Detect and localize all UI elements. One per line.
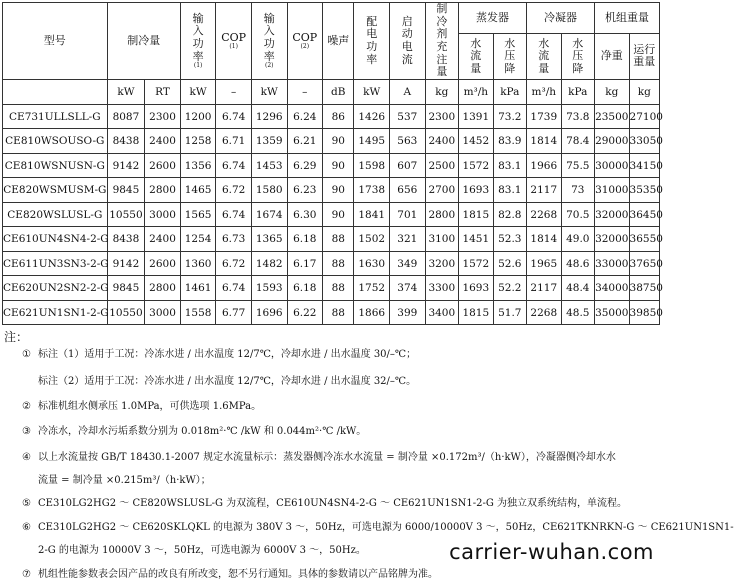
value-cell: 6.71 <box>216 129 252 154</box>
value-cell: 1482 <box>251 251 287 276</box>
value-cell: 1465 <box>180 178 216 203</box>
unit-cell: A <box>390 79 426 104</box>
value-cell: 1752 <box>354 276 390 301</box>
value-cell: 2300 <box>145 104 181 129</box>
value-cell: 6.74 <box>216 104 252 129</box>
note-text: CE310LG2HG2 ～ CE820WSLUSL-G 为双流程，CE610UN4SN4-2-G ～ CE621UN1SN1-2-G 为独立双系统结构，单流程。 <box>38 498 628 509</box>
header-operating-weight: 运行重量 <box>629 34 659 80</box>
value-cell: 1738 <box>354 178 390 203</box>
value-cell: 701 <box>390 202 426 227</box>
header-noise: 噪声 <box>323 3 354 80</box>
unit-cell: kPa <box>493 79 526 104</box>
note-item <box>22 375 416 388</box>
value-cell: 3000 <box>145 300 181 325</box>
value-cell: 73.2 <box>493 104 526 129</box>
unit-cell: m³/h <box>459 79 494 104</box>
value-cell: 537 <box>390 104 426 129</box>
value-cell: 6.73 <box>216 227 252 252</box>
table-row <box>3 202 660 227</box>
value-cell: 1966 <box>527 153 562 178</box>
value-cell: 1674 <box>251 202 287 227</box>
note-number: ⑤ <box>22 498 31 509</box>
header-net-weight: 净重 <box>595 34 630 80</box>
value-cell: 1451 <box>459 227 494 252</box>
value-cell: 563 <box>390 129 426 154</box>
unit-cell: – <box>216 79 252 104</box>
value-cell: 1360 <box>180 251 216 276</box>
header-cop-2: COP (2) <box>287 3 323 80</box>
value-cell: 33050 <box>629 129 659 154</box>
header-cond-pressure-drop: 水压降 <box>561 34 594 80</box>
value-cell: 75.5 <box>561 153 594 178</box>
note-item <box>22 474 211 487</box>
value-cell: 88 <box>323 251 354 276</box>
value-cell: 52.3 <box>493 227 526 252</box>
table-row <box>3 104 660 129</box>
value-cell: 2400 <box>145 129 181 154</box>
header-unit-weight: 机组重量 <box>595 3 660 34</box>
value-cell: 30000 <box>595 153 630 178</box>
value-cell: 35350 <box>629 178 659 203</box>
value-cell: 6.29 <box>287 153 323 178</box>
value-cell: 88 <box>323 276 354 301</box>
value-cell: 38750 <box>629 276 659 301</box>
model-cell: CE810WSNUSN-G <box>3 153 108 178</box>
value-cell: 10550 <box>107 202 145 227</box>
note-text: 冷冻水，冷却水污垢系数分别为 0.018m²·℃ /kW 和 0.044m²·℃ /kW。 <box>38 426 367 437</box>
value-cell: 88 <box>323 227 354 252</box>
value-cell: 6.72 <box>216 178 252 203</box>
value-cell: 6.23 <box>287 178 323 203</box>
value-cell: 1866 <box>354 300 390 325</box>
value-cell: 6.18 <box>287 276 323 301</box>
value-cell: 8438 <box>107 227 145 252</box>
value-cell: 82.8 <box>493 202 526 227</box>
value-cell: 32000 <box>595 202 630 227</box>
value-cell: 3400 <box>425 300 458 325</box>
model-cell: CE731ULLSLL-G <box>3 104 108 129</box>
table-row <box>3 129 660 154</box>
value-cell: 31000 <box>595 178 630 203</box>
model-cell: CE820WSMUSM-G <box>3 178 108 203</box>
value-cell: 6.77 <box>216 300 252 325</box>
value-cell: 1356 <box>180 153 216 178</box>
value-cell: 1495 <box>354 129 390 154</box>
value-cell: 2600 <box>145 153 181 178</box>
notes-heading: 注： <box>4 330 29 344</box>
header-refrigerant-charge: 制冷剂充注量 <box>425 3 458 80</box>
value-cell: 1558 <box>180 300 216 325</box>
value-cell: 1696 <box>251 300 287 325</box>
unit-cell: kg <box>629 79 659 104</box>
value-cell: 6.22 <box>287 300 323 325</box>
value-cell: 34150 <box>629 153 659 178</box>
note-text: CE310LG2HG2 ～ CE620SKLQKL 的电源为 380V 3 ～，50Hz，可选电源为 6000/10000V 3 ～，50Hz，CE621TKNRKN-G ～ CE621UN1SN1- <box>38 522 734 533</box>
value-cell: 27100 <box>629 104 659 129</box>
value-cell: 78.4 <box>561 129 594 154</box>
value-cell: 34000 <box>595 276 630 301</box>
value-cell: 8438 <box>107 129 145 154</box>
value-cell: 9142 <box>107 153 145 178</box>
header-evap-water-flow: 水流量 <box>459 34 494 80</box>
table-row <box>3 300 660 325</box>
value-cell: 3300 <box>425 276 458 301</box>
note-number: ② <box>22 401 31 412</box>
table-row <box>3 153 660 178</box>
value-cell: 83.1 <box>493 153 526 178</box>
value-cell: 1258 <box>180 129 216 154</box>
value-cell: 1453 <box>251 153 287 178</box>
value-cell: 2700 <box>425 178 458 203</box>
value-cell: 83.1 <box>493 178 526 203</box>
value-cell: 9142 <box>107 251 145 276</box>
note-text: 2-G 的电源为 10000V 3 ～，50Hz，可选电源为 6000V 3 ～，50Hz。 <box>38 545 366 556</box>
value-cell: 37650 <box>629 251 659 276</box>
value-cell: 1814 <box>527 227 562 252</box>
value-cell: 1580 <box>251 178 287 203</box>
value-cell: 2800 <box>425 202 458 227</box>
header-input-power-1: 输入功率 (1) <box>180 3 216 80</box>
value-cell: 2117 <box>527 178 562 203</box>
value-cell: 2800 <box>145 178 181 203</box>
value-cell: 1815 <box>459 202 494 227</box>
value-cell: 9845 <box>107 178 145 203</box>
header-condenser: 冷凝器 <box>527 3 595 34</box>
unit-cell: kg <box>595 79 630 104</box>
value-cell: 6.21 <box>287 129 323 154</box>
value-cell: 656 <box>390 178 426 203</box>
value-cell: 1200 <box>180 104 216 129</box>
value-cell: 1593 <box>251 276 287 301</box>
value-cell: 1391 <box>459 104 494 129</box>
value-cell: 1815 <box>459 300 494 325</box>
value-cell: 399 <box>390 300 426 325</box>
note-number: ③ <box>22 426 31 437</box>
value-cell: 2268 <box>527 202 562 227</box>
value-cell: 23500 <box>595 104 630 129</box>
note-item <box>22 451 616 464</box>
value-cell: 90 <box>323 178 354 203</box>
unit-cell: m³/h <box>527 79 562 104</box>
value-cell: 8087 <box>107 104 145 129</box>
value-cell: 73 <box>561 178 594 203</box>
value-cell: 607 <box>390 153 426 178</box>
value-cell: 1254 <box>180 227 216 252</box>
value-cell: 1452 <box>459 129 494 154</box>
unit-cell: dB <box>323 79 354 104</box>
value-cell: 10550 <box>107 300 145 325</box>
value-cell: 33000 <box>595 251 630 276</box>
header-evap-pressure-drop: 水压降 <box>493 34 526 80</box>
value-cell: 48.5 <box>561 300 594 325</box>
note-number: ⑦ <box>22 569 31 580</box>
value-cell: 1572 <box>459 153 494 178</box>
watermark: carrier-wuhan.com <box>446 540 657 564</box>
note-number: ① <box>22 349 31 360</box>
value-cell: 48.4 <box>561 276 594 301</box>
value-cell: 6.24 <box>287 104 323 129</box>
unit-cell-empty <box>3 79 108 104</box>
table-row <box>3 227 660 252</box>
value-cell: 35000 <box>595 300 630 325</box>
note-item <box>22 400 261 413</box>
model-cell: CE620UN2SN2-2-G <box>3 276 108 301</box>
value-cell: 3100 <box>425 227 458 252</box>
model-cell: CE810WSOUSO-G <box>3 129 108 154</box>
value-cell: 1461 <box>180 276 216 301</box>
value-cell: 1598 <box>354 153 390 178</box>
model-cell: CE611UN3SN3-2-G <box>3 251 108 276</box>
note-item <box>22 568 438 581</box>
value-cell: 83.9 <box>493 129 526 154</box>
value-cell: 86 <box>323 104 354 129</box>
value-cell: 1630 <box>354 251 390 276</box>
value-cell: 1502 <box>354 227 390 252</box>
value-cell: 36550 <box>629 227 659 252</box>
model-cell: CE820WSLUSL-G <box>3 202 108 227</box>
value-cell: 36450 <box>629 202 659 227</box>
value-cell: 52.2 <box>493 276 526 301</box>
value-cell: 1426 <box>354 104 390 129</box>
value-cell: 2117 <box>527 276 562 301</box>
value-cell: 374 <box>390 276 426 301</box>
value-cell: 88 <box>323 300 354 325</box>
value-cell: 2268 <box>527 300 562 325</box>
value-cell: 6.74 <box>216 276 252 301</box>
note-item <box>22 425 366 438</box>
value-cell: 73.8 <box>561 104 594 129</box>
note-item <box>22 497 627 510</box>
header-start-current: 启动电流 <box>390 3 426 80</box>
unit-cell: RT <box>145 79 181 104</box>
value-cell: 51.7 <box>493 300 526 325</box>
model-cell: CE610UN4SN4-2-G <box>3 227 108 252</box>
table-row <box>3 178 660 203</box>
value-cell: 1814 <box>527 129 562 154</box>
note-text: 机组性能参数表会因产品的改良有所改变，恕不另行通知。具体的参数请以产品铭牌为准。 <box>38 569 438 580</box>
value-cell: 9845 <box>107 276 145 301</box>
note-item <box>22 348 416 361</box>
unit-cell: kPa <box>561 79 594 104</box>
header-row-1 <box>3 3 660 34</box>
table-row <box>3 251 660 276</box>
note-item <box>22 521 734 534</box>
header-model: 型号 <box>3 3 108 80</box>
table-row <box>3 276 660 301</box>
value-cell: 90 <box>323 129 354 154</box>
header-cop-1: COP (1) <box>216 3 252 80</box>
value-cell: 32000 <box>595 227 630 252</box>
data-body <box>3 104 663 325</box>
value-cell: 1841 <box>354 202 390 227</box>
unit-cell: kW <box>107 79 145 104</box>
unit-cell: kg <box>425 79 458 104</box>
value-cell: 1359 <box>251 129 287 154</box>
value-cell: 1693 <box>459 276 494 301</box>
value-cell: 1693 <box>459 178 494 203</box>
header-evaporator: 蒸发器 <box>459 3 527 34</box>
note-text: 标注（2）适用于工况：冷冻水进 / 出水温度 12/7℃，冷却水进 / 出水温度 32/–℃。 <box>38 376 417 387</box>
unit-cell: kW <box>180 79 216 104</box>
unit-cell: kW <box>251 79 287 104</box>
units-row <box>3 79 660 104</box>
spec-table <box>2 2 663 325</box>
value-cell: 6.72 <box>216 251 252 276</box>
model-cell: CE621UN1SN1-2-G <box>3 300 108 325</box>
note-item <box>22 544 366 557</box>
value-cell: 49.0 <box>561 227 594 252</box>
header-elec-power: 配电功率 <box>354 3 390 80</box>
value-cell: 321 <box>390 227 426 252</box>
value-cell: 6.74 <box>216 202 252 227</box>
note-number: ④ <box>22 452 31 463</box>
value-cell: 29000 <box>595 129 630 154</box>
note-text: 标注（1）适用于工况：冷冻水进 / 出水温度 12/7℃，冷却水进 / 出水温度 30/–℃； <box>38 349 417 360</box>
value-cell: 52.6 <box>493 251 526 276</box>
value-cell: 1739 <box>527 104 562 129</box>
note-text: 标准机组水侧承压 1.0MPa，可供选项 1.6MPa。 <box>38 401 262 412</box>
header-cond-water-flow: 水流量 <box>527 34 562 80</box>
header-input-power-2: 输入功率 (2) <box>251 3 287 80</box>
value-cell: 6.74 <box>216 153 252 178</box>
value-cell: 349 <box>390 251 426 276</box>
value-cell: 6.30 <box>287 202 323 227</box>
value-cell: 2800 <box>145 276 181 301</box>
unit-cell: kW <box>354 79 390 104</box>
value-cell: 3000 <box>145 202 181 227</box>
value-cell: 1296 <box>251 104 287 129</box>
note-text: 以上水流量按 GB/T 18430.1-2007 规定水流量标示：蒸发器侧冷冻水水流量 = 制冷量 ×0.172m³/（h·kW），冷凝器侧冷却水水 <box>38 452 616 463</box>
value-cell: 6.18 <box>287 227 323 252</box>
value-cell: 1572 <box>459 251 494 276</box>
value-cell: 1365 <box>251 227 287 252</box>
value-cell: 1565 <box>180 202 216 227</box>
header-capacity: 制冷量 <box>107 3 180 80</box>
value-cell: 2600 <box>145 251 181 276</box>
note-number: ⑥ <box>22 522 31 533</box>
value-cell: 90 <box>323 202 354 227</box>
value-cell: 3200 <box>425 251 458 276</box>
value-cell: 90 <box>323 153 354 178</box>
value-cell: 39850 <box>629 300 659 325</box>
value-cell: 70.5 <box>561 202 594 227</box>
value-cell: 2400 <box>425 129 458 154</box>
value-cell: 2300 <box>425 104 458 129</box>
value-cell: 2500 <box>425 153 458 178</box>
value-cell: 48.6 <box>561 251 594 276</box>
value-cell: 2400 <box>145 227 181 252</box>
note-text: 流量 = 制冷量 ×0.215m³/（h·kW）； <box>38 475 211 486</box>
value-cell: 1965 <box>527 251 562 276</box>
unit-cell: – <box>287 79 323 104</box>
value-cell: 6.17 <box>287 251 323 276</box>
